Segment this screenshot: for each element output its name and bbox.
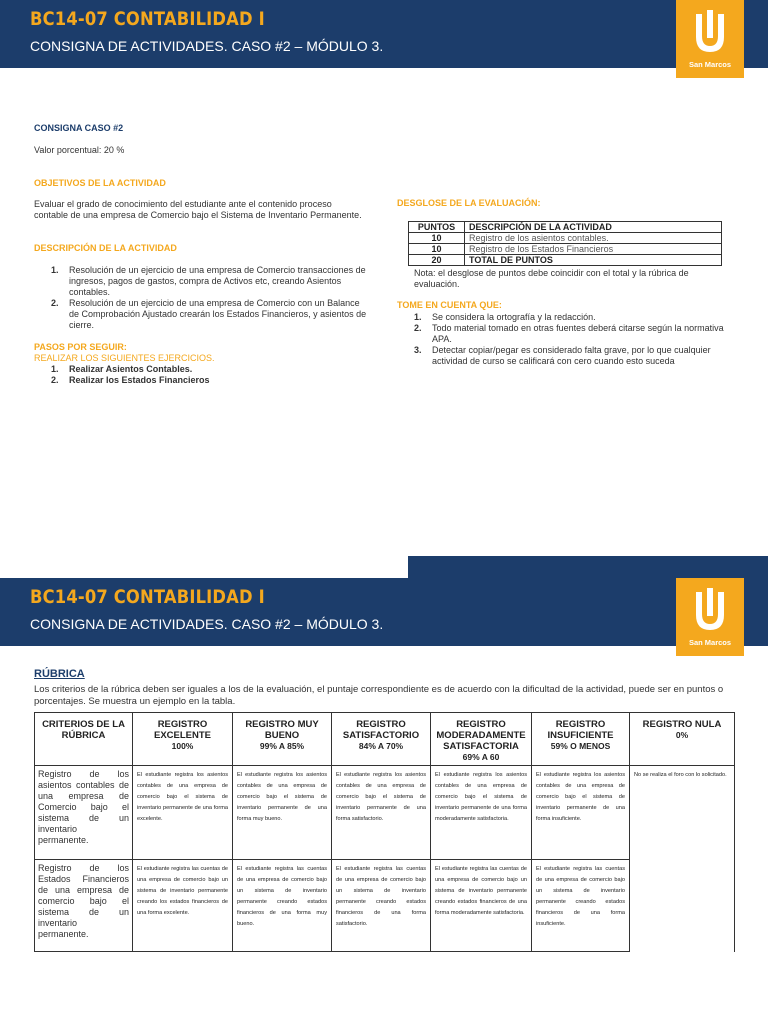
tome-heading: TOME EN CUENTA QUE: — [397, 300, 502, 310]
rubric-col-header — [233, 713, 332, 766]
document-page-2 — [0, 556, 768, 1024]
col-title: REGISTRO MODERADAMENTE SATISFACTORIA — [436, 719, 526, 752]
col-title: REGISTRO EXCELENTE — [153, 719, 211, 741]
col-percent: 0% — [675, 730, 689, 740]
rubrica-intro: Los criterios de la rúbrica deben ser iguales a los de la evaluación, el puntaje correspondiente es de acuerdo con la dificultad de la actividad, puede ser en puntos o porcentajes. Se muestra un ejemplo en la tabla. — [34, 684, 724, 707]
rubric-table — [34, 712, 735, 952]
rubric-col-header — [431, 713, 532, 766]
rubric-col-header — [332, 713, 431, 766]
col-percent: 69% A 60 — [462, 752, 500, 762]
rubric-criterion: Registro de los asientos contables de una empresa de Comercio bajo el sistema de un inventario permanente. — [35, 766, 133, 860]
san-marcos-logo — [676, 578, 744, 656]
objetivos-heading: OBJETIVOS DE LA ACTIVIDAD — [34, 178, 166, 188]
item-text: Se considera la ortografía y la redacción. — [432, 312, 596, 322]
rubrica-heading: RÚBRICA — [34, 668, 85, 680]
rubric-col-header — [532, 713, 630, 766]
valor-porcentual — [34, 145, 124, 156]
total-label: TOTAL DE PUNTOS — [465, 255, 722, 266]
rubric-cell: El estudiante registra las cuentas de una empresa de comercio bajo un sistema de inventario permanente creando estados financieros de una forma moderadamente satisfactoria. — [431, 860, 532, 952]
pasos-list — [51, 364, 371, 386]
san-marcos-logo — [676, 0, 744, 78]
table-total-row — [409, 255, 722, 266]
item-number: 2. — [414, 323, 422, 333]
table-header-row — [409, 222, 722, 233]
row-points: 10 — [409, 233, 465, 244]
tome-list — [414, 312, 734, 367]
assignment-subtitle: CONSIGNA DE ACTIVIDADES. CASO #2 – MÓDULO 3. — [30, 38, 384, 54]
col-percent: 59% O MENOS — [550, 741, 611, 751]
desglose-table — [408, 221, 722, 266]
col-descripcion: DESCRIPCIÓN DE LA ACTIVIDAD — [465, 222, 722, 233]
item-text: Realizar Asientos Contables. — [69, 364, 193, 374]
pasos-subheading: REALIZAR LOS SIGUIENTES EJERCICIOS. — [34, 353, 215, 363]
item-number: 2. — [51, 298, 59, 308]
rubric-cell: El estudiante registra los asientos contables de una empresa de comercio bajo el sistema de inventario permanente de una forma excelente. — [133, 766, 233, 860]
rubric-cell: El estudiante registra los asientos contables de una empresa de comercio bajo el sistema de inventario permanente de una forma satisfactorio. — [332, 766, 431, 860]
col-title: REGISTRO MUY BUENO — [245, 719, 319, 741]
rubric-col-header — [35, 713, 133, 766]
nota-text: Nota: el desglose de puntos debe coincidir con el total y la rúbrica de evaluación. — [414, 268, 689, 289]
col-title: CRITERIOS DE LA RÚBRICA — [42, 719, 125, 741]
course-title: BC14-07 CONTABILIDAD I — [30, 586, 265, 608]
assignment-subtitle: CONSIGNA DE ACTIVIDADES. CASO #2 – MÓDULO 3. — [30, 616, 384, 632]
col-percent: 100% — [171, 741, 194, 751]
col-puntos: PUNTOS — [409, 222, 465, 233]
item-text: Detectar copiar/pegar es considerado falta grave, por lo que cualquier actividad de curso se calificará con cero cuando esto suceda — [432, 345, 711, 366]
rubric-header-row — [35, 713, 735, 766]
item-text: Resolución de un ejercicio de una empresa de Comercio con un Balance de Comprobación Ajustado crearán los Estados Financieros, y asientos de cierre. — [69, 298, 367, 330]
item-number: 2. — [51, 375, 59, 385]
item-number: 1. — [51, 265, 59, 275]
table-row — [409, 244, 722, 255]
rubric-cell: El estudiante registra las cuentas de una empresa de comercio bajo un sistema de inventario permanente creando estados financieros de una forma insuficiente. — [532, 860, 630, 952]
rubric-col-header — [630, 713, 735, 766]
u-logo-icon — [694, 10, 726, 56]
list-item — [414, 345, 734, 367]
col-title: REGISTRO INSUFICIENTE — [547, 719, 614, 741]
pasos-heading: PASOS POR SEGUIR: — [34, 342, 127, 352]
header-banner — [0, 578, 768, 646]
rubric-cell: El estudiante registra los asientos contables de una empresa de comercio bajo el sistema de inventario permanente de una forma moderadamente satisfactoria. — [431, 766, 532, 860]
col-title: REGISTRO NULA — [642, 719, 722, 730]
rubric-cell: El estudiante registra las cuentas de una empresa de comercio bajo un sistema de inventario permanente creando estados financieros de una forma muy bueno. — [233, 860, 332, 952]
rubric-col-header — [133, 713, 233, 766]
rubric-row — [35, 766, 735, 860]
list-item — [51, 298, 371, 331]
col-title: REGISTRO SATISFACTORIO — [342, 719, 420, 741]
list-item — [414, 323, 734, 345]
desglose-heading: DESGLOSE DE LA EVALUACIÓN: — [397, 198, 541, 208]
col-percent: 99% A 85% — [259, 741, 305, 751]
valor-value: 20 % — [103, 145, 125, 155]
header-tab-strip — [408, 556, 768, 578]
rubric-cell: El estudiante registra los asientos contables de una empresa de comercio bajo el sistema de inventario permanente de una forma insuficiente. — [532, 766, 630, 860]
item-number: 1. — [414, 312, 422, 322]
item-number: 1. — [51, 364, 59, 374]
table-row — [409, 233, 722, 244]
objetivos-text: Evaluar el grado de conocimiento del estudiante ante el contenido proceso contable de una empresa de Comercio bajo el Sistema de Inventario Permanente. — [34, 199, 362, 220]
col-percent: 84% A 70% — [358, 741, 404, 751]
u-logo-icon — [694, 588, 726, 634]
valor-label: Valor porcentual: — [34, 145, 102, 155]
rubric-cell: El estudiante registra las cuentas de una empresa de comercio bajo un sistema de inventario permanente creando estados financieros de una forma satisfactorio. — [332, 860, 431, 952]
rubric-cell: El estudiante registra los asientos contables de una empresa de comercio bajo el sistema de inventario permanente de una forma muy bueno. — [233, 766, 332, 860]
course-title: BC14-07 CONTABILIDAD I — [30, 8, 265, 30]
total-points: 20 — [409, 255, 465, 266]
consigna-heading: CONSIGNA CASO #2 — [34, 123, 124, 133]
row-points: 10 — [409, 244, 465, 255]
item-text: Todo material tomado en otras fuentes deberá citarse según la normativa APA. — [432, 323, 724, 344]
logo-text: San Marcos — [688, 638, 732, 647]
item-number: 3. — [414, 345, 422, 355]
list-item — [414, 312, 734, 323]
descripcion-list — [51, 265, 371, 331]
header-banner — [0, 0, 768, 68]
row-description: Registro de los asientos contables. — [465, 233, 722, 244]
item-text: Realizar los Estados Financieros — [69, 375, 210, 385]
rubric-cell: No se realiza el foro con lo solicitado. — [630, 766, 735, 952]
rubric-cell: El estudiante registra las cuentas de una empresa de comercio bajo un sistema de inventario permanente creando los estados financieros de una forma excelente. — [133, 860, 233, 952]
descripcion-heading: DESCRIPCIÓN DE LA ACTIVIDAD — [34, 243, 177, 253]
list-item — [51, 375, 371, 386]
rubric-criterion: Registro de los Estados Financieros de una empresa de comercio bajo el sistema de un inventario permanente. — [35, 860, 133, 952]
item-text: Resolución de un ejercicio de una empresa de Comercio transacciones de ingresos, pagos de gastos, compra de Activos etc, creando Asientos contables. — [69, 265, 366, 297]
row-description: Registro de los Estados Financieros — [465, 244, 722, 255]
logo-text: San Marcos — [688, 60, 732, 69]
list-item — [51, 364, 371, 375]
list-item — [51, 265, 371, 298]
